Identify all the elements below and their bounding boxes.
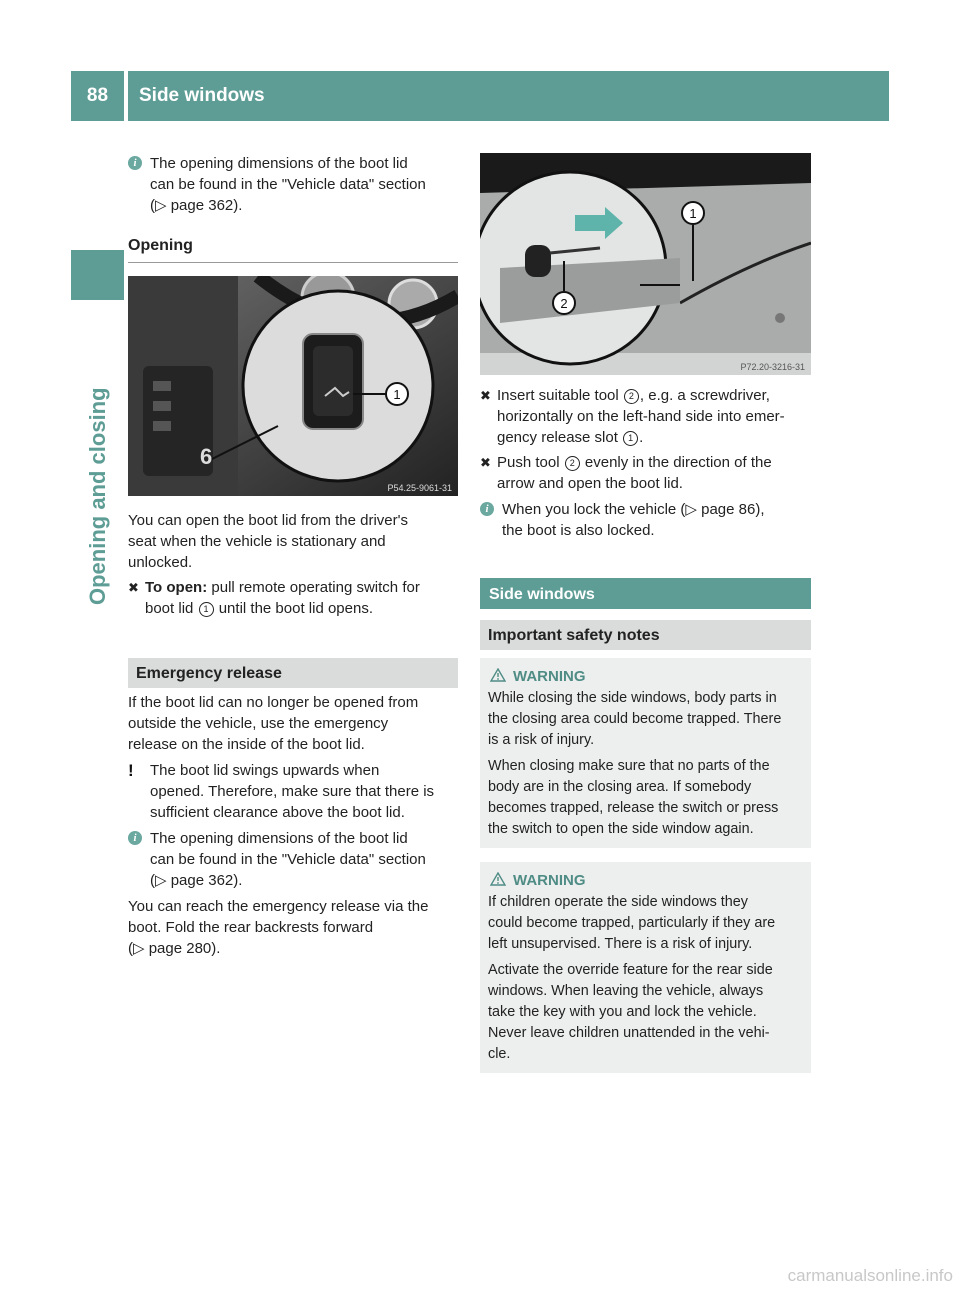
boot-lid-switch-photo — [128, 276, 458, 496]
text-line: left unsupervised. There is a risk of injury. — [488, 936, 753, 952]
text-line: When closing make sure that no parts of the — [488, 758, 770, 774]
text-line: is a risk of injury. — [488, 732, 595, 748]
right-column — [480, 153, 811, 1073]
page-reference: (▷ page 280). — [128, 940, 221, 957]
text-line: can be found in the "Vehicle data" section — [150, 176, 426, 193]
text-line: The opening dimensions of the boot lid — [150, 155, 408, 172]
subsection-title-text: Emergency release — [136, 665, 282, 682]
info-icon: i — [128, 831, 142, 845]
svg-text:2: 2 — [560, 296, 568, 311]
text-line: Activate the override feature for the rear side — [488, 962, 773, 978]
page-reference: (▷ page 362). — [150, 197, 243, 214]
text-line: the closing area could become trapped. There — [488, 711, 782, 727]
text-line: horizontally on the left-hand side into emer- — [497, 408, 785, 425]
step-arrow-icon: ✖ — [128, 580, 139, 595]
text-line: While closing the side windows, body parts in — [488, 690, 777, 706]
photo-code: P72.20-3216-31 — [740, 362, 805, 372]
warning-title-text: WARNING — [513, 872, 586, 889]
section-title-text: Side windows — [489, 586, 595, 603]
subsection-title-safety — [480, 620, 811, 650]
text-line: the boot is also locked. — [502, 522, 655, 539]
chapter-tab-label: Opening and closing — [85, 387, 110, 605]
text-fragment: , e.g. a screwdriver, — [639, 387, 770, 404]
page-number: 88 — [86, 85, 109, 106]
notice-note — [128, 760, 458, 823]
text-line: The boot lid swings upwards when — [150, 762, 380, 779]
step-arrow-icon: ✖ — [480, 455, 491, 470]
text-fragment: Insert suitable tool — [497, 387, 623, 404]
warning-title-text: WARNING — [513, 668, 586, 685]
text-line: take the key with you and lock the vehicle. — [488, 1004, 757, 1020]
info-note — [128, 153, 458, 216]
instruction-step-push — [480, 452, 811, 494]
text-line: the switch to open the side window again. — [488, 821, 754, 837]
chapter-tab-marker — [71, 250, 124, 300]
info-icon: i — [480, 502, 494, 516]
dashboard-illustration — [128, 276, 458, 496]
text-line: outside the vehicle, use the emergency — [128, 715, 389, 732]
text-line: becomes trapped, release the switch or press — [488, 800, 779, 816]
warning-title — [488, 870, 804, 891]
warning-title — [488, 666, 804, 687]
instruction-step-open — [128, 577, 458, 619]
step-arrow-icon: ✖ — [480, 388, 491, 403]
text-fragment: Push tool — [497, 454, 564, 471]
subsection-title-text: Important safety notes — [488, 627, 660, 644]
text-line: seat when the vehicle is stationary and — [128, 533, 386, 550]
left-column — [128, 153, 458, 959]
text-line: windows. When leaving the vehicle, always — [488, 983, 764, 999]
emergency-release-photo — [480, 153, 811, 375]
info-icon: i — [128, 156, 142, 170]
intro-paragraph — [128, 510, 458, 573]
info-note — [128, 828, 458, 891]
text-fragment: pull remote operating switch for — [207, 579, 420, 596]
exclamation-icon: ! — [128, 761, 134, 780]
text-line: You can open the boot lid from the driver's — [128, 512, 408, 529]
warning-triangle-icon — [490, 668, 506, 682]
callout-number: 1 — [623, 431, 638, 446]
warning-box — [480, 658, 811, 848]
boot-interior-illustration — [480, 153, 811, 375]
callout-number: 2 — [565, 456, 580, 471]
page-number-box — [71, 71, 124, 121]
text-fragment: gency release slot — [497, 429, 623, 446]
warning-box — [480, 862, 811, 1073]
text-line: boot. Fold the rear backrests forward — [128, 919, 374, 936]
text-line: sufficient clearance above the boot lid. — [150, 804, 405, 821]
watermark[interactable]: carmanualsonline.info — [787, 1266, 953, 1285]
page-header — [128, 71, 889, 121]
text-fragment: boot lid — [145, 600, 198, 617]
info-note — [480, 499, 811, 541]
text-line: can be found in the "Vehicle data" section — [150, 851, 426, 868]
subsection-title-emergency — [128, 658, 458, 688]
emergency-paragraph — [128, 692, 458, 755]
text-line: If the boot lid can no longer be opened from — [128, 694, 419, 711]
svg-text:6: 6 — [200, 444, 213, 469]
text-fragment: until the boot lid opens. — [214, 600, 373, 617]
text-line: arrow and open the boot lid. — [497, 475, 683, 492]
text-line: The opening dimensions of the boot lid — [150, 830, 408, 847]
chapter-tab — [71, 305, 124, 605]
step-label: To open: — [145, 579, 208, 596]
section-title-side-windows — [480, 578, 811, 609]
svg-text:1: 1 — [393, 387, 401, 402]
text-line: could become trapped, particularly if they are — [488, 915, 776, 931]
text-fragment: evenly in the direction of the — [580, 454, 772, 471]
text-line: When you lock the vehicle (▷ page 86), — [502, 501, 765, 518]
text-line: If children operate the side windows they — [488, 894, 748, 910]
text-line: You can reach the emergency release via the — [128, 898, 429, 915]
text-line: unlocked. — [128, 554, 193, 571]
text-line: release on the inside of the boot lid. — [128, 736, 365, 753]
text-line: body are in the closing area. If somebody — [488, 779, 752, 795]
photo-code: P54.25-9061-31 — [387, 483, 452, 493]
text-fragment: . — [639, 429, 644, 446]
instruction-step-insert — [480, 385, 811, 448]
text-line: opened. Therefore, make sure that there is — [150, 783, 435, 800]
warning-triangle-icon — [490, 872, 506, 886]
section-title-opening: Opening — [128, 237, 193, 254]
page-title: Side windows — [139, 85, 265, 106]
svg-text:1: 1 — [689, 206, 697, 221]
page-reference: (▷ page 362). — [150, 872, 243, 889]
callout-number: 2 — [624, 389, 639, 404]
text-line: cle. — [488, 1046, 511, 1062]
text-line: Never leave children unattended in the vehi- — [488, 1025, 770, 1041]
callout-number: 1 — [199, 602, 214, 617]
reach-paragraph — [128, 896, 458, 959]
section-rule — [128, 262, 458, 263]
